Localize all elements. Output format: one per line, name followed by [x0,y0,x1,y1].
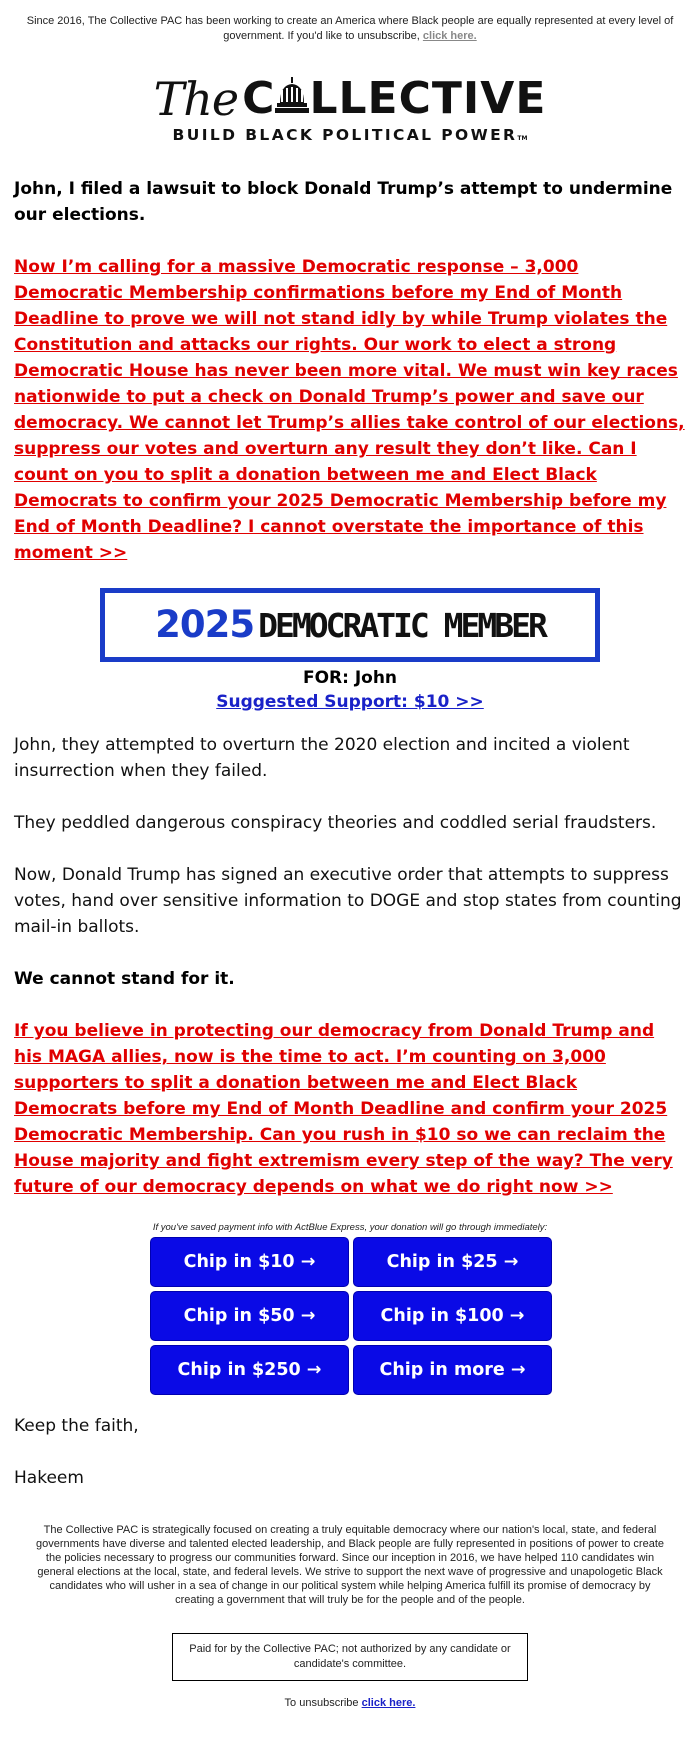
member-label: DEMOCRATIC MEMBER [258,606,545,645]
paid-for-box: Paid for by the Collective PAC; not authorized by any candidate or candidate's committee. [172,1633,528,1681]
body-paragraph-3: Now, Donald Trump has signed an executive order that attempts to suppress votes, hand over sensitive information to DOGE and stop states from counting mail-in ballots. [14,865,682,937]
unsubscribe-text: To unsubscribe [284,1697,359,1709]
footer-about: The Collective PAC is strategically focused on creating a truly equitable democracy where our nation's local, state, and federal governments have diverse and talented elected leadership, and Black people are fully represented in positions of power to create the policies necessary to progress our communities forward. Since our inception in 2016, we have helped 110 candidates win general elections at the local, state, and federal levels. We strive to support the next wave of progressive and unapologetic Black candidates who will usher in a sea of change in our political system while helping America fulfill its promise of democracy by creating a government that will truly be for the people and of the people. [36,1524,664,1606]
member-badge[interactable] [100,588,600,662]
footer-unsubscribe [14,1697,686,1709]
suggested-support-link[interactable]: Suggested Support: $10 >> [216,692,484,712]
logo-the: The [153,72,239,126]
appeal-link-1[interactable]: Now I’m calling for a massive Democratic response – 3,000 Democratic Membership confirmations before my End of Month Deadline to prove we will not stand idly by while Trump violates the Constitution and attacks our rights. Our work to elect a strong Democratic House has never been more vital. We must win key races nationwide to put a check on Donald Trump’s power and save our democracy. We cannot let Trump’s allies take control of our elections, suppress our votes and overturn any result they don’t like. Can I count on you to split a donation between me and Elect Black Democrats to confirm your 2025 Democratic Membership before my End of Month Deadline? I cannot overstate the importance of this moment >> [14,257,685,563]
preheader-unsubscribe-link[interactable]: click here. [422,30,477,42]
footer-unsubscribe-link[interactable]: click here. [361,1697,416,1709]
preheader [14,0,686,44]
member-card[interactable] [14,588,686,662]
body-paragraph-1: John, they attempted to overturn the 2020 election and incited a violent insurrection when they failed. [14,735,630,781]
signoff-line: Keep the faith, [14,1416,139,1436]
chip-in-10-button[interactable]: Chip in $10 → [150,1237,349,1287]
preheader-text: Since 2016, The Collective PAC has been working to create an America where Black people are equally represented at every level of government. If you'd like to unsubscribe, [26,15,674,42]
chip-in-more-button[interactable]: Chip in more → [353,1345,552,1395]
body-paragraph-2: They peddled dangerous conspiracy theories and coddled serial fraudsters. [14,813,657,833]
actblue-note: If you've saved payment info with ActBlue Express, your donation will go through immediately: [152,1222,548,1233]
chip-in-250-button[interactable]: Chip in $250 → [150,1345,349,1395]
signoff-name: Hakeem [14,1468,84,1488]
capitol-dome-icon [275,77,309,115]
headline: John, I filed a lawsuit to block Donald Trump’s attempt to undermine our elections. [14,179,673,225]
member-year: 2025 [155,603,255,646]
chip-in-50-button[interactable]: Chip in $50 → [150,1291,349,1341]
chip-in-100-button[interactable]: Chip in $100 → [353,1291,552,1341]
member-for-line: FOR: John [302,668,398,688]
appeal-link-2[interactable]: If you believe in protecting our democracy from Donald Trump and his MAGA allies, now is the time to act. I’m counting on 3,000 supporters to split a donation between me and Elect Black Democrats before my End of Month Deadline and confirm your 2025 Democratic Membership. Can you rush in $10 so we can reclaim the House majority and fight extremism every step of the way? The very future of our democracy depends on what we do right now >> [14,1021,673,1197]
donation-buttons [150,1237,550,1395]
body-paragraph-4: We cannot stand for it. [14,969,235,989]
collective-logo [14,70,686,152]
chip-in-25-button[interactable]: Chip in $25 → [353,1237,552,1287]
logo-tagline: BUILD BLACK POLITICAL POWERTM [172,126,528,144]
logo-collective: C LLECTIVE [242,73,547,124]
